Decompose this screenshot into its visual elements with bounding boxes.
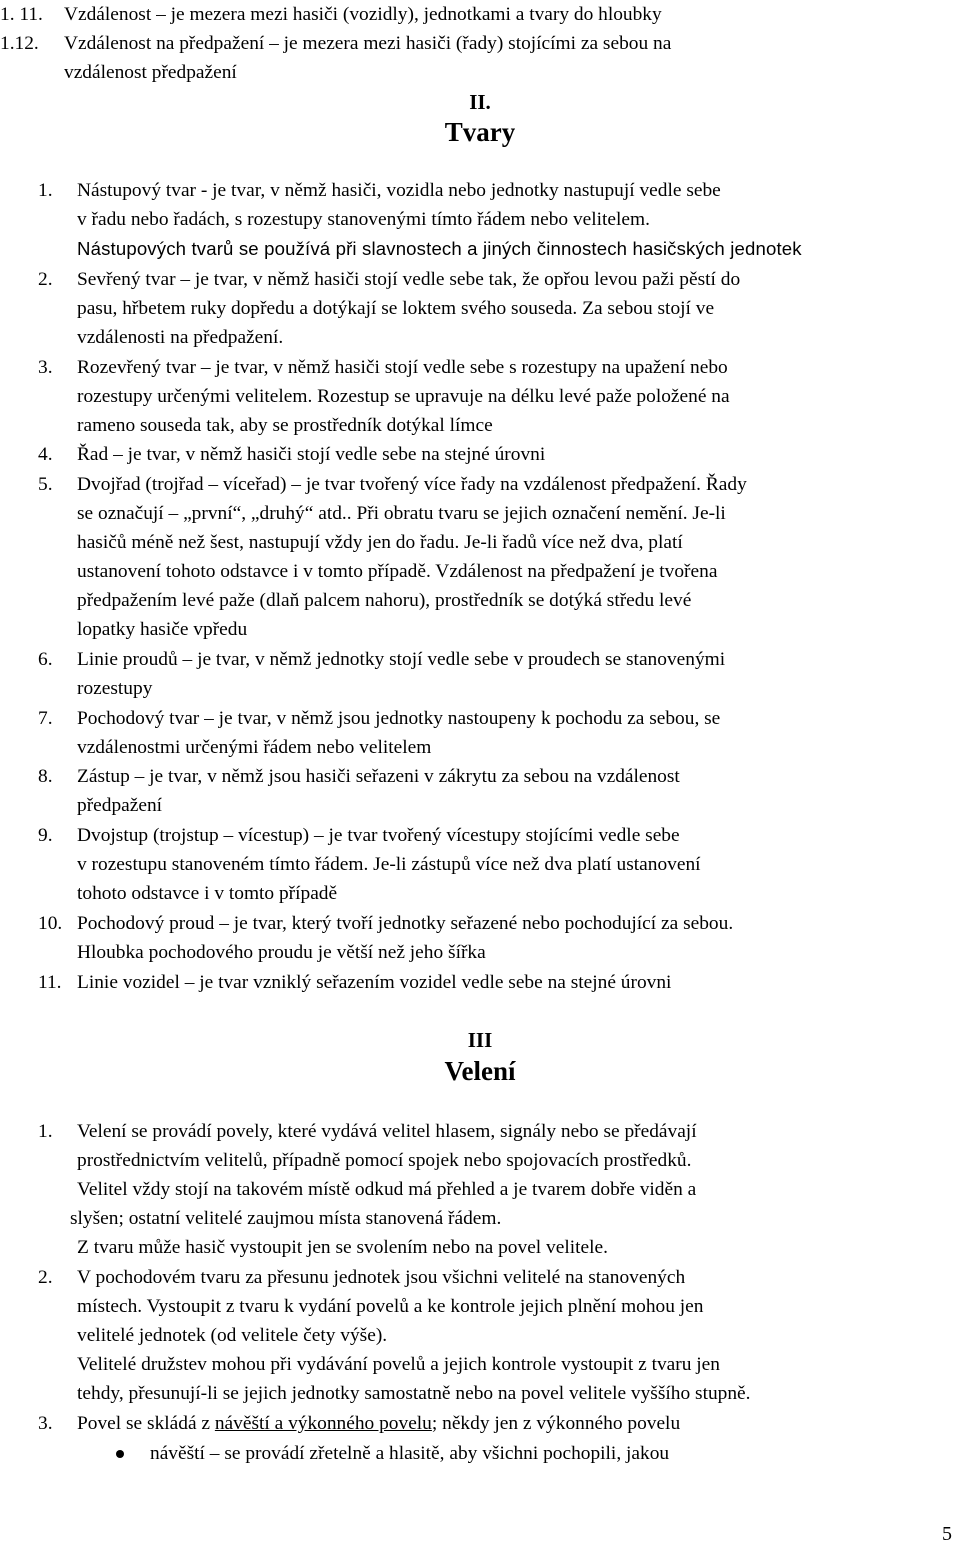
list-item-number: 2. — [38, 1267, 53, 1288]
list-item-text: v řadu nebo řadách, s rozestupy stanovenými tímto řádem nebo velitelem. — [77, 209, 650, 230]
list-item-text: ustanovení tohoto odstavce i v tomto případě. Vzdálenost na předpažení je tvořena — [77, 561, 718, 582]
list-item-text: Linie vozidel – je tvar vzniklý seřazením vozidel vedle sebe na stejné úrovni — [77, 972, 672, 993]
list-item-text: Pochodový proud – je tvar, který tvoří jednotky seřazené nebo pochodující za sebou. — [77, 913, 734, 934]
list-item-text: Velitelé družstev mohou při vydávání povelů a jejich kontrole vystoupit z tvaru jen — [77, 1354, 720, 1375]
list-item-number: 8. — [38, 766, 53, 787]
list-item-text: předpažení — [77, 795, 163, 816]
list-item-text: Z tvaru může hasič vystoupit jen se svolením nebo na povel velitele. — [77, 1237, 608, 1258]
list-item-text: Nástupových tvarů se používá při slavnostech a jiných činnostech hasičských jednotek — [77, 238, 802, 259]
list-item-text: lopatky hasiče vpředu — [77, 619, 248, 640]
list-item-text: Nástupový tvar - je tvar, v němž hasiči, vozidla nebo jednotky nastupují vedle sebe — [77, 180, 721, 201]
list-item-number: 1. — [38, 1121, 53, 1142]
list-item-text: velitelé jednotek (od velitele čety výše). — [77, 1325, 388, 1346]
list-item-text: Pochodový tvar – je tvar, v němž jsou jednotky nastoupeny k pochodu za sebou, se — [77, 708, 721, 729]
definition-text: Vzdálenost na předpažení – je mezera mezi hasiči (řady) stojícími za sebou na — [64, 33, 672, 54]
list-item-text: Zástup – je tvar, v němž jsou hasiči seřazeni v zákrytu za sebou na vzdálenost — [77, 766, 680, 787]
list-item-text: rozestupy určenými velitelem. Rozestup se upravuje na délku levé paže položené na — [77, 386, 730, 407]
list-item-text: Velení se provádí povely, které vydává velitel hlasem, signály nebo se předávají — [77, 1121, 697, 1142]
list-item-number: 6. — [38, 649, 53, 670]
list-item-text: slyšen; ostatní velitelé zaujmou místa stanovená řádem. — [70, 1208, 502, 1229]
list-item-text: Sevřený tvar – je tvar, v němž hasiči stojí vedle sebe tak, že opřou levou paži pěstí do — [77, 269, 741, 290]
list-item-number: 3. — [38, 357, 53, 378]
section-number: II. — [469, 90, 491, 114]
list-item-number: 7. — [38, 708, 53, 729]
list-item-number: 5. — [38, 474, 53, 495]
section-title: Velení — [444, 1056, 516, 1086]
list-item-text: místech. Vystoupit z tvaru k vydání povelů a ke kontrole jejich plnění mohou jen — [77, 1296, 704, 1317]
list-item-number: 2. — [38, 269, 53, 290]
underlined-term: návěští a výkonného povelu — [214, 1413, 432, 1434]
list-item-number: 1. — [38, 180, 53, 201]
list-item-text: v rozestupu stanoveném tímto řádem. Je-li zástupů více než dva platí ustanovení — [77, 854, 701, 875]
list-item-number: 10. — [38, 913, 63, 934]
definition-text: vzdálenost předpažení — [64, 62, 237, 83]
list-item-text: tehdy, přesunují-li se jejich jednotky samostatně nebo na povel velitele vyššího stupně. — [77, 1383, 751, 1404]
text-run: Povel se skládá z — [77, 1413, 215, 1434]
list-item-text: V pochodovém tvaru za přesunu jednotek jsou všichni velitelé na stanovených — [77, 1267, 686, 1288]
section-number: III — [467, 1028, 493, 1052]
list-item-text: tohoto odstavce i v tomto případě — [77, 883, 338, 904]
list-item-text: Dvojstup (trojstup – vícestup) – je tvar tvořený vícestupy stojícími vedle sebe — [77, 825, 680, 846]
list-item-text: Hloubka pochodového proudu je větší než jeho šířka — [77, 942, 486, 963]
list-item-text: pasu, hřbetem ruky dopředu a dotýkají se loktem svého souseda. Za sebou stojí ve — [77, 298, 715, 319]
list-item-text: vzdálenostmi určenými řádem nebo velitelem — [77, 737, 432, 758]
list-item-text: rozestupy — [77, 678, 153, 699]
list-item-number: 3. — [38, 1413, 53, 1434]
definition-number: 1. 11. — [0, 4, 43, 25]
page-number: 5 — [942, 1523, 952, 1545]
list-item-text: Velitel vždy stojí na takovém místě odkud má přehled a je tvarem dobře viděn a — [77, 1179, 697, 1200]
list-item-text: prostřednictvím velitelů, případně pomocí spojek nebo spojovacích prostředků. — [77, 1150, 692, 1171]
section-title: Tvary — [444, 117, 516, 147]
list-item-number: 4. — [38, 444, 53, 465]
list-item-text: hasičů méně než šest, nastupují vždy jen do řadu. Je-li řadů více než dva, platí — [77, 532, 683, 553]
list-item-text: Rozevřený tvar – je tvar, v němž hasiči stojí vedle sebe s rozestupy na upažení nebo — [77, 357, 728, 378]
list-item-number: 9. — [38, 825, 53, 846]
list-item-text: Linie proudů – je tvar, v němž jednotky stojí vedle sebe v proudech se stanovenými — [77, 649, 726, 670]
bullet-icon — [116, 1450, 124, 1458]
list-item-text: rameno souseda tak, aby se prostředník dotýkal límce — [77, 415, 493, 436]
list-item-text — [77, 1409, 680, 1439]
definition-number: 1.12. — [0, 33, 39, 54]
text-run: ; někdy jen z výkonného povelu — [431, 1413, 681, 1434]
bullet-item-text: návěští – se provádí zřetelně a hlasitě, aby všichni pochopili, jakou — [150, 1443, 670, 1464]
list-item-text: Dvojřad (trojřad – víceřad) – je tvar tvořený více řady na vzdálenost předpažení. Řady — [77, 474, 747, 495]
list-item-number: 11. — [38, 972, 62, 993]
definition-text: Vzdálenost – je mezera mezi hasiči (vozidly), jednotkami a tvary do hloubky — [64, 4, 662, 25]
list-item-text: se označují – „první“, „druhý“ atd.. Při obratu tvaru se jejich označení nemění. Je-li — [77, 503, 726, 524]
list-item-text: vzdálenosti na předpažení. — [77, 327, 284, 348]
list-item-text: Řad – je tvar, v němž hasiči stojí vedle sebe na stejné úrovni — [77, 444, 546, 465]
list-item-text: předpažením levé paže (dlaň palcem nahoru), prostředník se dotýká středu levé — [77, 590, 692, 611]
